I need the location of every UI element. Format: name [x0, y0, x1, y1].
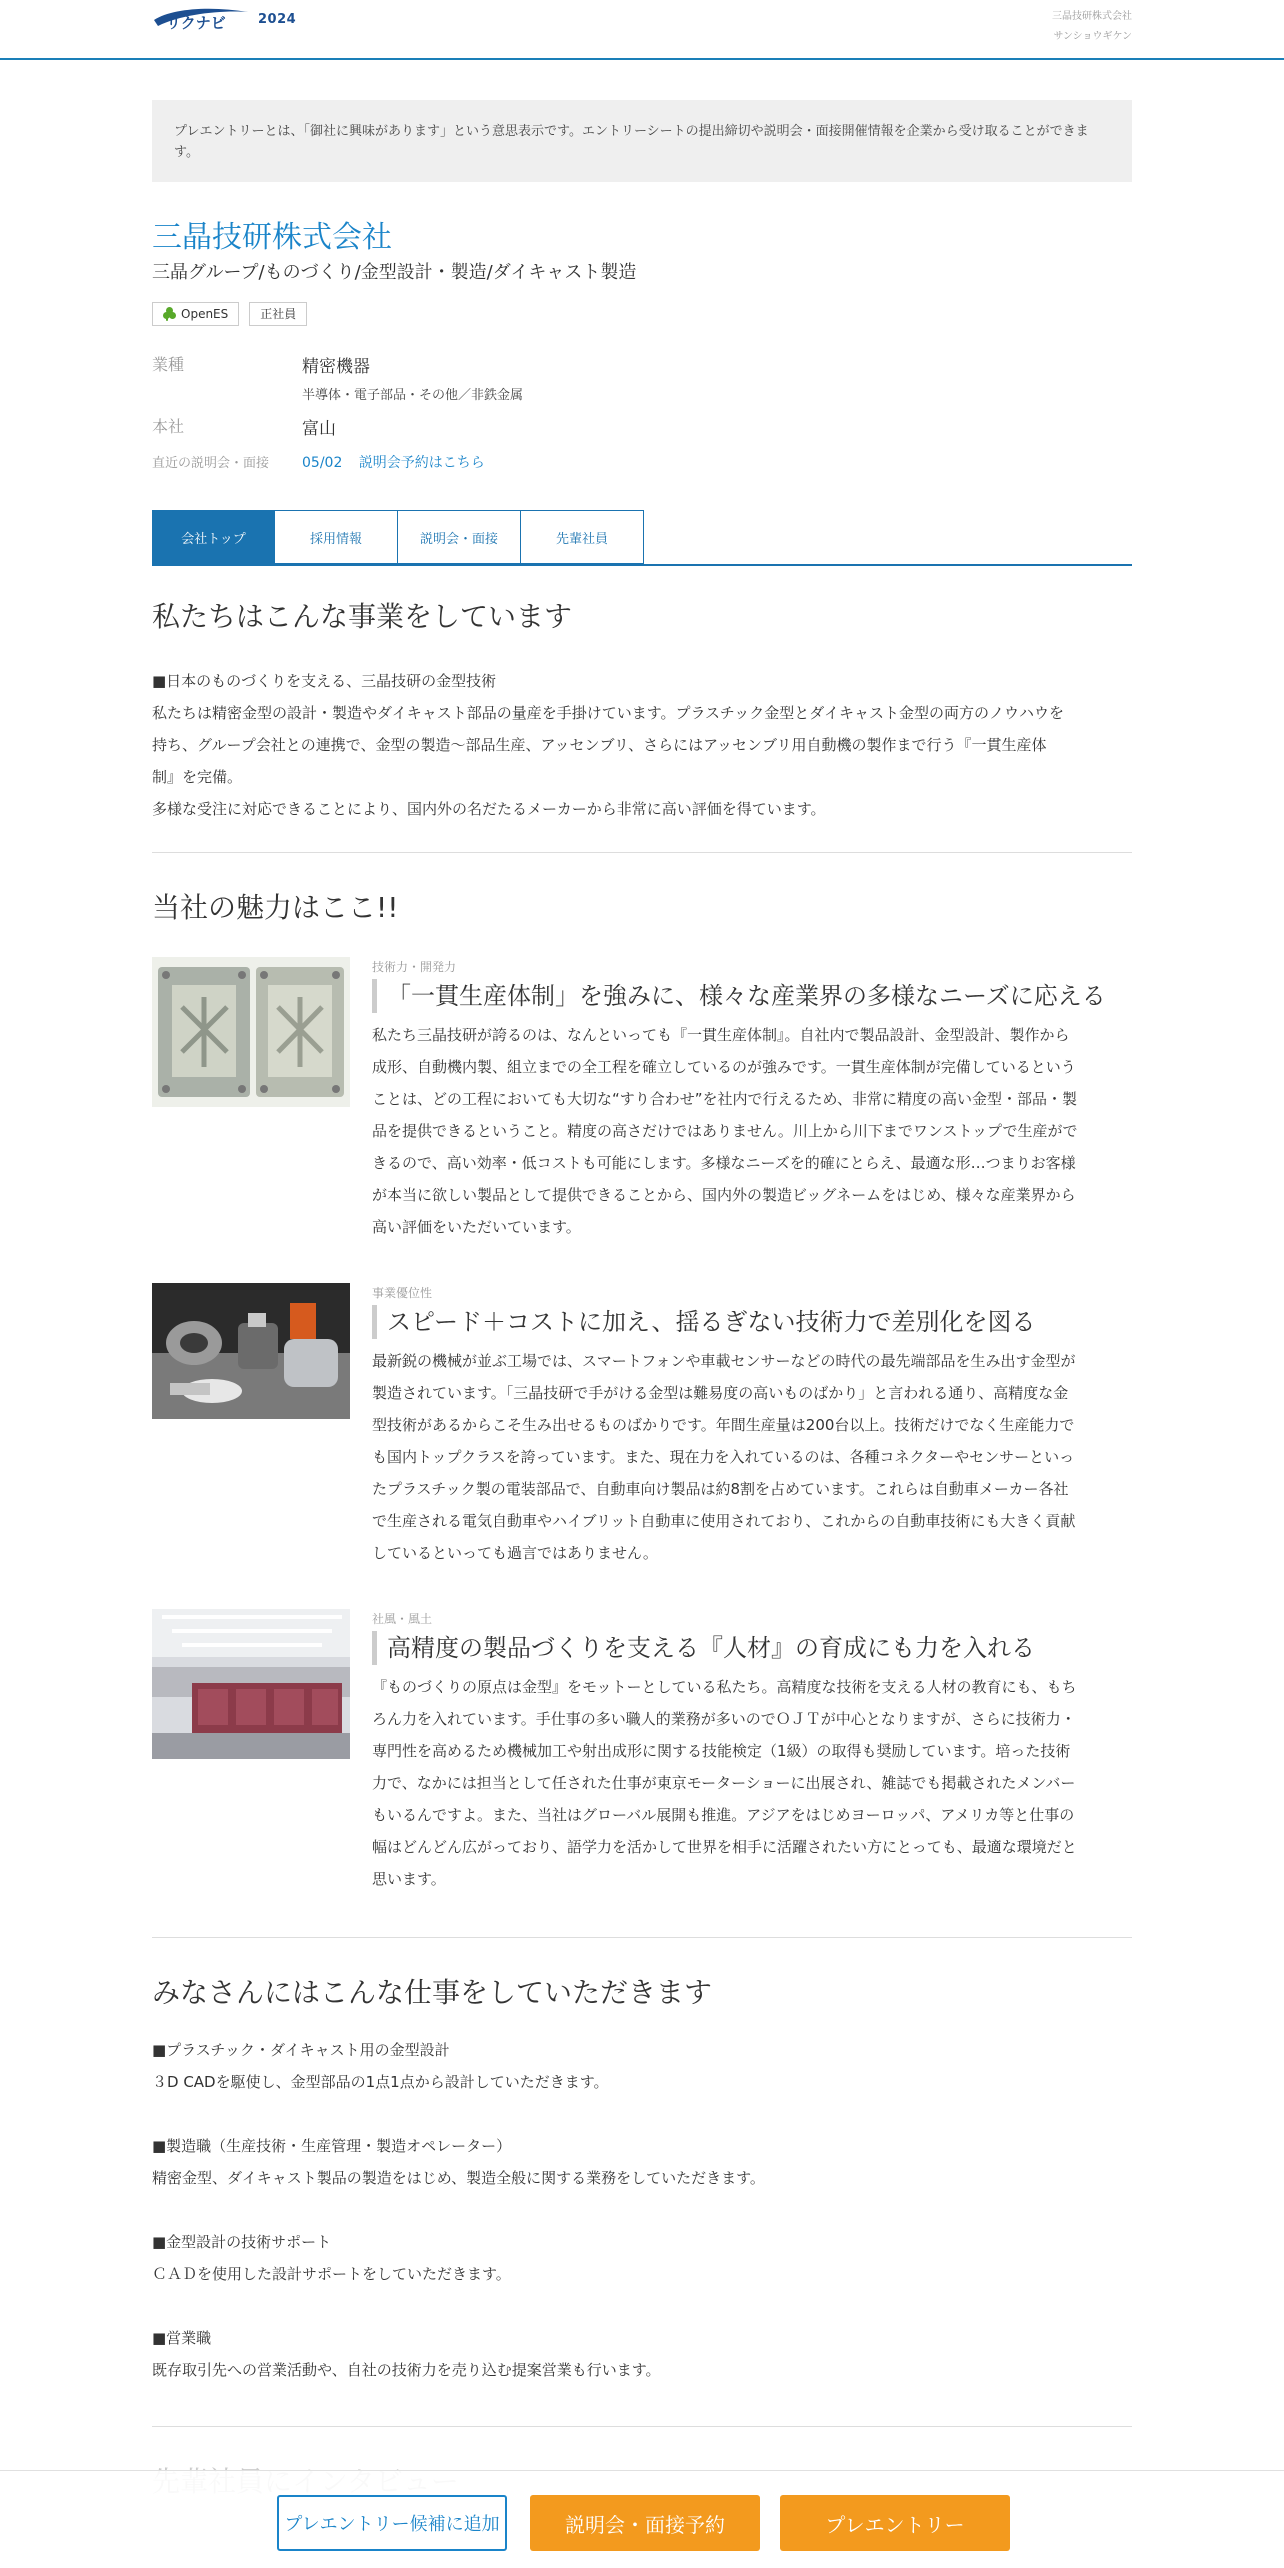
hq-value: 富山 [302, 419, 336, 439]
add-pre-entry-candidate-button[interactable]: プレエントリー候補に追加 [277, 2495, 507, 2551]
feature-text [372, 1345, 1132, 1569]
feature-content [372, 1609, 1132, 1895]
rikunabi-logo[interactable] [152, 4, 296, 34]
feature-category: 社風・風土 [372, 1612, 433, 1626]
seminar-date: 05/02 [302, 455, 343, 471]
sticky-action-bar [0, 2470, 1284, 2568]
business-line: 持ち、グループ会社との連携で、金型の製造～部品生産、アッセンブリ、さらにはアッセンブリ用自動機の製作まで行う『一貫生産体 [152, 736, 1047, 754]
work-heading: ■営業職 [152, 2329, 212, 2347]
feature-text [372, 1671, 1132, 1895]
svg-text:リクナビ: リクナビ [166, 14, 226, 32]
work-list [152, 2034, 1132, 2386]
industry-label: 業種 [152, 355, 185, 374]
feature-title: スピード＋コストに加え、揺るぎない技術力で差別化を図る [372, 1305, 1132, 1339]
feature-line: もいるんですよ。また、当社はグローバル展開も推進。アジアをはじめヨーロッパ、アメリカ等と仕事の [372, 1806, 1075, 1824]
divider [152, 852, 1132, 853]
seminar-label: 直近の説明会・面接 [152, 456, 270, 471]
business-line: ■日本のものづくりを支える、三晶技研の金型技術 [152, 672, 497, 690]
clover-icon [163, 307, 177, 321]
feature-line: 成形、自動機内製、組立までの全工程を確立しているのが強みです。一貫生産体制が完備しているという [372, 1058, 1076, 1076]
header-company [1052, 7, 1132, 47]
feature-title: 高精度の製品づくりを支える『人材』の育成にも力を入れる [372, 1631, 1132, 1665]
feature-content [372, 957, 1132, 1243]
feature-item [152, 957, 1132, 1237]
feature-line: ろん力を入れています。手仕事の多い職人的業務が多いのでＯＪＴが中心となりますが、さらに技術力・ [372, 1710, 1076, 1728]
tab-seminar[interactable]: 説明会・面接 [398, 510, 521, 564]
connector-parts-image [152, 1283, 350, 1419]
work-text: 既存取引先への営業活動や、自社の技術力を売り込む提案営業も行います。 [152, 2361, 661, 2379]
feature-line: 型技術があるからこそ生み出せるものばかりです。年間生産量は200台以上。技術だけでなく生産能力で [372, 1416, 1075, 1434]
seminar-reserve-button[interactable]: 説明会・面接予約 [530, 2495, 760, 2551]
feature-line: も国内トップクラスを誇っています。また、現在力を入れているのは、各種コネクターやセンサーといっ [372, 1448, 1075, 1466]
feature-item [152, 1283, 1132, 1563]
header-company-name: 三晶技研株式会社 [1052, 11, 1132, 22]
feature-category: 技術力・開発力 [372, 960, 457, 974]
business-text [152, 665, 1132, 825]
work-heading: ■プラスチック・ダイキャスト用の金型設計 [152, 2041, 450, 2059]
tab-recruitment[interactable]: 採用情報 [275, 510, 398, 564]
divider [152, 2426, 1132, 2427]
feature-line: 『ものづくりの原点は金型』をモットーとしている私たち。高精度な技術を支える人材の教育にも、もち [372, 1678, 1077, 1696]
work-text: 精密金型、ダイキャスト製品の製造をはじめ、製造全般に関する業務をしていただきます。 [152, 2169, 765, 2187]
work-text: ３D CADを駆使し、金型部品の1点1点から設計していただきます。 [152, 2073, 609, 2091]
divider [152, 1937, 1132, 1938]
rikunabi-logo-icon [152, 6, 256, 32]
business-line: 多様な受注に対応できることにより、国内外の名だたるメーカーから非常に高い評価を得ています。 [152, 800, 826, 818]
site-header [0, 0, 1284, 60]
employment-badge: 正社員 [249, 302, 307, 326]
logo-year: 2024 [258, 11, 297, 27]
pre-entry-button[interactable]: プレエントリー [780, 2495, 1010, 2551]
seminar-value [302, 452, 485, 472]
feature-line: 最新鋭の機械が並ぶ工場では、スマートフォンや車載センサーなどの時代の最先端部品を生み出す金型が [372, 1352, 1076, 1370]
feature-content [372, 1283, 1132, 1569]
industry-value: 精密機器 [302, 357, 370, 377]
header-company-kana: サンショウギケン [1053, 31, 1132, 42]
office-image [152, 1609, 350, 1759]
feature-line: が本当に欲しい製品として提供できることから、国内外の製造ビッグネームをはじめ、様々な産業界から [372, 1186, 1076, 1204]
work-title: みなさんにはこんな仕事をしていただきます [152, 1976, 713, 2009]
feature-line: しているといっても過言ではありません。 [372, 1544, 658, 1562]
industry-sub: 半導体・電子部品・その他／非鉄金属 [302, 388, 524, 403]
feature-line: 私たち三晶技研が誇るのは、なんといっても『一貫生産体制』。自社内で製品設計、金型設計、製作から [372, 1026, 1070, 1044]
feature-line: たプラスチック製の電装部品で、自動車向け製品は約8割を占めています。これらは自動車メーカー各社 [372, 1480, 1069, 1498]
feature-line: きるので、高い効率・低コストも可能にします。多様なニーズを的確にとらえ、最適な形…つまりお客様 [372, 1154, 1076, 1172]
appeal-title: 当社の魅力はここ!! [152, 891, 399, 924]
feature-line: 幅はどんどん広がっており、語学力を活かして世界を相手に活躍されたい方にとっても、最適な環境だと [372, 1838, 1077, 1856]
feature-title: 「一貫生産体制」を強みに、様々な産業界の多様なニーズに応える [372, 979, 1132, 1013]
feature-line: 品を提供できるということ。精度の高さだけではありません。川上から川下までワンストップで生産がで [372, 1122, 1078, 1140]
pre-entry-notice: プレエントリーとは、「御社に興味があります」という意思表示です。エントリーシートの提出締切や説明会・面接開催情報を企業から受け取ることができます。 [152, 100, 1132, 182]
feature-line: 高い評価をいただいています。 [372, 1218, 581, 1236]
work-heading: ■金型設計の技術サポート [152, 2233, 332, 2251]
openes-badge [152, 302, 239, 326]
feature-item [152, 1609, 1132, 1899]
badge-label: OpenES [181, 307, 229, 321]
company-tabs [152, 510, 1132, 566]
work-heading: ■製造職（生産技術・生産管理・製造オペレーター） [152, 2137, 512, 2155]
feature-line: 力で、なかには担当として任された仕事が東京モーターショーに出展され、雑誌でも掲載されたメンバー [372, 1774, 1076, 1792]
feature-category: 事業優位性 [372, 1286, 433, 1300]
business-line: 制』を完備。 [152, 768, 243, 786]
business-line: 私たちは精密金型の設計・製造やダイキャスト部品の量産を手掛けています。プラスチック金型とダイキャスト金型の両方のノウハウを [152, 704, 1065, 722]
company-catch: 三晶グループ/ものづくり/金型設計・製造/ダイキャスト製造 [152, 262, 637, 283]
feature-line: 製造されています。「三晶技研で手がける金型は難易度の高いものばかり」と言われる通り、高精度な金 [372, 1384, 1069, 1402]
mold-image [152, 957, 350, 1107]
badges [152, 302, 1132, 326]
feature-line: ことは、どの工程においても大切な“すり合わせ”を社内で行えるため、非常に精度の高い金型・部品・製 [372, 1090, 1077, 1108]
work-text: ＣＡＤを使用した設計サポートをしていただきます。 [152, 2265, 511, 2283]
tab-company-top[interactable]: 会社トップ [152, 510, 275, 564]
feature-text [372, 1019, 1132, 1243]
tab-senior-staff[interactable]: 先輩社員 [521, 510, 644, 564]
feature-line: 思います。 [372, 1870, 446, 1888]
feature-line: で生産される電気自動車やハイブリット自動車に使用されており、これからの自動車技術にも大きく貢献 [372, 1512, 1076, 1530]
business-title: 私たちはこんな事業をしています [152, 600, 573, 633]
company-name: 三晶技研株式会社 [152, 220, 392, 255]
feature-line: 専門性を高めるため機械加工や射出成形に関する技能検定（1級）の取得も奨励しています。培った技術 [372, 1742, 1071, 1760]
seminar-reserve-link[interactable]: 説明会予約はこちら [358, 455, 485, 471]
hq-label: 本社 [152, 417, 185, 436]
